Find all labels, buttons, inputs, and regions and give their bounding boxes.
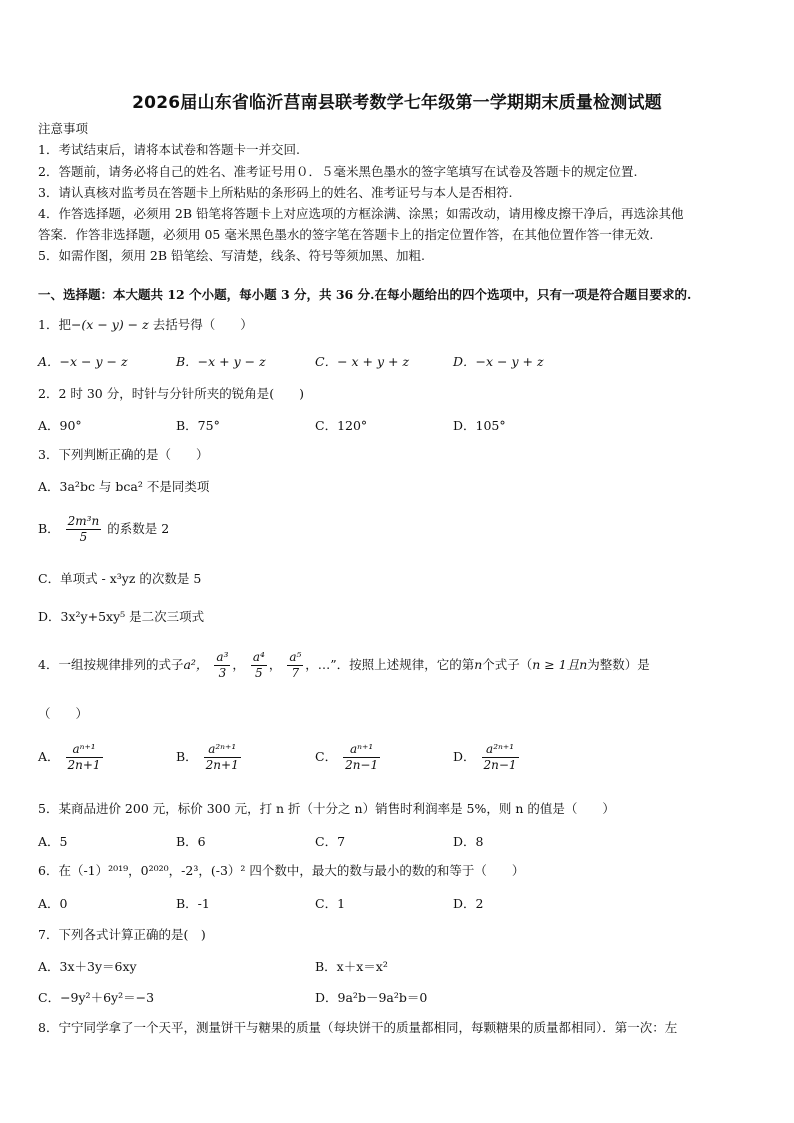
option-d: D．3x²y+5xy⁵ 是二次三项式 — [38, 609, 205, 624]
option-label: C． — [315, 749, 338, 764]
option-c: C．−9y²＋6y²＝−3 — [38, 990, 155, 1005]
notice-item: 5．如需作图，须用 2B 铅笔绘、写清楚，线条、符号等须加黑、加粗. — [38, 248, 426, 263]
question-text: ，…”．按照上述规律，它的第 — [305, 657, 475, 672]
question-5: 5．某商品进价 200 元，标价 300 元，打 n 折（十分之 n）销售时利润率是 5%，则 n 的值是（ ） — [38, 801, 615, 816]
section-heading: 一、选择题：本大题共 12 个小题，每小题 3 分，共 36 分.在每小题给出的四个选项中，只有一项是符合题目要求的. — [38, 287, 692, 302]
option-text: 的系数是 2 — [107, 521, 170, 536]
math-condition: n ≥ 1且n — [532, 657, 588, 672]
fraction — [287, 650, 303, 681]
fraction-denominator: 2n+1 — [67, 758, 101, 772]
notice-item: 3．请认真核对监考员在答题卡上所粘贴的条形码上的姓名、准考证号与本人是否相符. — [38, 185, 513, 200]
option-d: D．9a²b－9a²b＝0 — [315, 990, 428, 1005]
fraction-denominator: 5 — [79, 530, 88, 544]
question-text: 个式子（ — [482, 657, 533, 672]
page-title: 2026届山东省临沂莒南县联考数学七年级第一学期期末质量检测试题 — [132, 93, 662, 113]
option-d: D．8 — [453, 834, 484, 849]
option-c: C．7 — [315, 834, 346, 849]
option-a: A．3x＋3y＝6xy — [38, 959, 137, 974]
fraction — [251, 650, 267, 681]
option-c: C．− x + y + z — [315, 354, 410, 369]
fraction-numerator: a²ⁿ⁺¹ — [208, 742, 237, 756]
option-c — [315, 742, 382, 773]
option-d: D．105° — [453, 418, 506, 433]
fraction — [66, 514, 102, 545]
fraction — [204, 742, 241, 773]
question-7: 7．下列各式计算正确的是( ) — [38, 927, 206, 942]
option-label: B． — [176, 749, 198, 764]
option-a: A．0 — [38, 896, 68, 911]
option-a: A．3a²bc 与 bca² 不是同类项 — [38, 479, 210, 494]
question-3: 3．下列判断正确的是（ ） — [38, 447, 209, 462]
answer-paren: （ ） — [38, 706, 89, 721]
notice-item-continued: 答案．作答非选择题，必须用 05 毫米黑色墨水的签字笔在答题卡上的指定位置作答，在其他位置作答一律无效. — [38, 227, 654, 242]
option-a: A．−x − y − z — [38, 354, 128, 369]
question-text: 为整数）是 — [587, 657, 650, 672]
question-text: 1．把 — [38, 317, 71, 332]
question-4: 4．一组按规律排列的式子a²， $\frac{\text{a³}}{3}$ ， $\frac{\text{a⁴}}{5}$ ， $\frac{\text{a⁵}}{7}$ ，…”．按照上述规律，它的第n个式子（n ≥ 1且n为整数）是 — [38, 650, 650, 680]
option-a: A．5 — [38, 834, 68, 849]
fraction — [482, 742, 519, 773]
fraction-denominator: 2n+1 — [205, 758, 239, 772]
option-b — [38, 514, 169, 545]
notice-heading: 注意事项 — [38, 121, 89, 136]
notice-item: 1．考试结束后，请将本试卷和答题卡一并交回. — [38, 142, 300, 157]
question-text: 去括号得（ ） — [152, 317, 253, 332]
option-c: C．单项式 - x³yz 的次数是 5 — [38, 571, 202, 586]
fraction — [343, 742, 380, 773]
math-expression: −(x − y) − z — [70, 317, 149, 332]
fraction-denominator: 2n−1 — [483, 758, 517, 772]
fraction-numerator: a⁴ — [252, 650, 265, 664]
math-expression: a²， — [183, 657, 209, 672]
option-c: C．1 — [315, 896, 346, 911]
fraction-numerator: a²ⁿ⁺¹ — [486, 742, 515, 756]
option-a: A．90° — [38, 418, 82, 433]
option-d: D．−x − y + z — [453, 354, 544, 369]
option-b: B．-1 — [176, 896, 210, 911]
option-c: C．120° — [315, 418, 368, 433]
option-label: D． — [453, 749, 476, 764]
fraction-numerator: a³ — [216, 650, 229, 664]
fraction-denominator: 2n−1 — [345, 758, 379, 772]
notice-item: 2．答题前，请务必将自己的姓名、准考证号用０．５毫米黑色墨水的签字笔填写在试卷及答题卡的规定位置. — [38, 164, 638, 179]
option-b: B．−x + y − z — [176, 354, 266, 369]
fraction-denominator: 7 — [291, 666, 300, 680]
question-6: 6．在（-1）²⁰¹⁹，0²⁰²⁰，-2³，(-3）² 四个数中，最大的数与最小的数的和等于（ ） — [38, 863, 525, 878]
fraction-numerator: 2m³n — [67, 514, 100, 528]
question-8: 8．宁宁同学拿了一个天平，测量饼干与糖果的质量（每块饼干的质量都相同，每颗糖果的质量都相同）．第一次：左 — [38, 1020, 678, 1035]
option-b: B．x＋x＝x² — [315, 959, 388, 974]
question-1 — [38, 316, 253, 334]
fraction — [214, 650, 230, 681]
option-b: B．75° — [176, 418, 220, 433]
option-label: A． — [38, 749, 60, 764]
option-b — [176, 742, 243, 773]
notice-item: 4．作答选择题，必须用 2B 铅笔将答题卡上对应选项的方框涂满、涂黑；如需改动，请用橡皮擦干净后，再选涂其他 — [38, 206, 684, 221]
question-text: 4．一组按规律排列的式子 — [38, 657, 184, 672]
option-d — [453, 742, 521, 773]
option-b: B．6 — [176, 834, 206, 849]
fraction-numerator: a⁵ — [289, 650, 302, 664]
question-2: 2．2 时 30 分，时针与分针所夹的锐角是( ) — [38, 386, 304, 401]
fraction — [66, 742, 103, 773]
fraction-denominator: 3 — [218, 666, 227, 680]
option-a — [38, 742, 105, 773]
option-d: D．2 — [453, 896, 484, 911]
fraction-numerator: aⁿ⁺¹ — [350, 742, 374, 756]
fraction-numerator: aⁿ⁺¹ — [72, 742, 96, 756]
fraction-denominator: 5 — [255, 666, 263, 680]
option-label: B． — [38, 521, 60, 536]
math-variable: n — [474, 657, 483, 672]
